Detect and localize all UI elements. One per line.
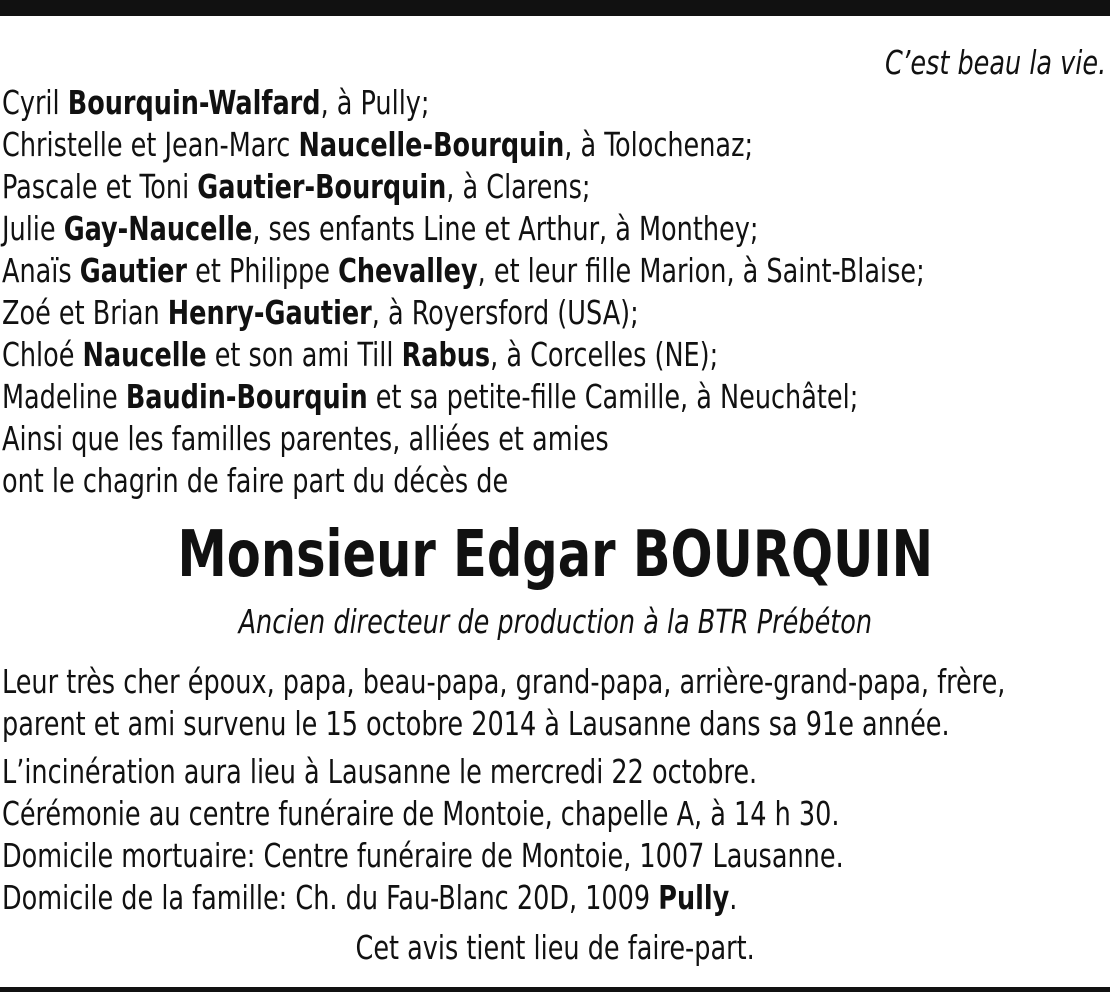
body-line: Leur très cher époux, papa, beau-papa, grand-papa, arrière-grand-papa, frère,: [2, 662, 1006, 701]
deceased-name: [0, 515, 1110, 595]
family-name: Baudin-Bourquin: [125, 377, 368, 416]
address-text: Domicile de la famille: Ch. du Fau-Blanc 20D, 1009: [2, 878, 659, 917]
family-line-text: Zoé et Brian: [2, 293, 168, 332]
family-name: Rabus: [401, 335, 491, 374]
family-line-text: , et leur fille Marion, à Saint-Blaise;: [477, 251, 925, 290]
motto: C’est beau la vie.: [884, 43, 1106, 82]
deceased-title: [0, 601, 1110, 643]
family-line-text: , à Clarens;: [446, 167, 591, 206]
body-line: parent et ami survenu le 15 octobre 2014 à Lausanne dans sa 91e année.: [2, 704, 950, 743]
family-line-text: Julie: [2, 209, 64, 248]
family-line: [2, 334, 1086, 376]
family-line: [2, 208, 1086, 250]
notice-body: [2, 661, 1103, 919]
family-line: [2, 166, 1086, 208]
family-line-text: Pascale et Toni: [2, 167, 198, 206]
family-line: [2, 418, 1086, 460]
family-line-text: , à Pully;: [320, 83, 430, 122]
family-line-text: ont le chagrin de faire part du décès de: [2, 461, 509, 500]
top-border-rule: [0, 0, 1110, 16]
family-line-text: Ainsi que les familles parentes, alliées et amies: [2, 419, 609, 458]
family-name: Naucelle: [82, 335, 207, 374]
family-name: Gay-Naucelle: [63, 209, 253, 248]
family-name: Naucelle-Bourquin: [298, 125, 565, 164]
family-line-text: Anaïs: [2, 251, 80, 290]
family-line-text: Chloé: [2, 335, 83, 374]
family-line: [2, 376, 1086, 418]
closing-note-text: Cet avis tient lieu de faire-part.: [355, 928, 755, 967]
closing-note: [0, 927, 1110, 969]
family-line-text: , ses enfants Line et Arthur, à Monthey;: [252, 209, 759, 248]
deceased-title-text: Ancien directeur de production à la BTR Prébéton: [238, 602, 872, 641]
address-city: Pully: [658, 878, 730, 917]
family-line: [2, 124, 1086, 166]
family-list: [2, 82, 1086, 502]
family-line-text: , à Tolochenaz;: [564, 125, 754, 164]
family-line: [2, 460, 1086, 502]
family-line-text: , à Corcelles (NE);: [490, 335, 719, 374]
family-name: Gautier-Bourquin: [197, 167, 447, 206]
family-line-text: , à Royersford (USA);: [371, 293, 639, 332]
family-line-text: Madeline: [2, 377, 126, 416]
body-line: L’incinération aura lieu à Lausanne le mercredi 22 octobre.: [2, 752, 758, 791]
body-line: Domicile mortuaire: Centre funéraire de Montoie, 1007 Lausanne.: [2, 836, 844, 875]
family-name: Gautier: [79, 251, 188, 290]
family-line-text: et sa petite-fille Camille, à Neuchâtel;: [367, 377, 859, 416]
family-line-text: et son ami Till: [206, 335, 402, 374]
family-line: [2, 292, 1086, 334]
deceased-name-text: Monsieur Edgar BOURQUIN: [177, 518, 933, 592]
body-line: [2, 877, 1103, 919]
family-line: [2, 82, 1086, 124]
bottom-border-rule: [0, 987, 1110, 992]
family-line-text: Cyril: [2, 83, 68, 122]
family-line-text: Christelle et Jean-Marc: [2, 125, 299, 164]
family-name: Chevalley: [338, 251, 478, 290]
body-line: Cérémonie au centre funéraire de Montoie, chapelle A, à 14 h 30.: [2, 794, 840, 833]
family-line: [2, 250, 1086, 292]
address-text: .: [729, 878, 738, 917]
family-name: Henry-Gautier: [167, 293, 372, 332]
family-line-text: et Philippe: [187, 251, 339, 290]
family-name: Bourquin-Walfard: [67, 83, 321, 122]
